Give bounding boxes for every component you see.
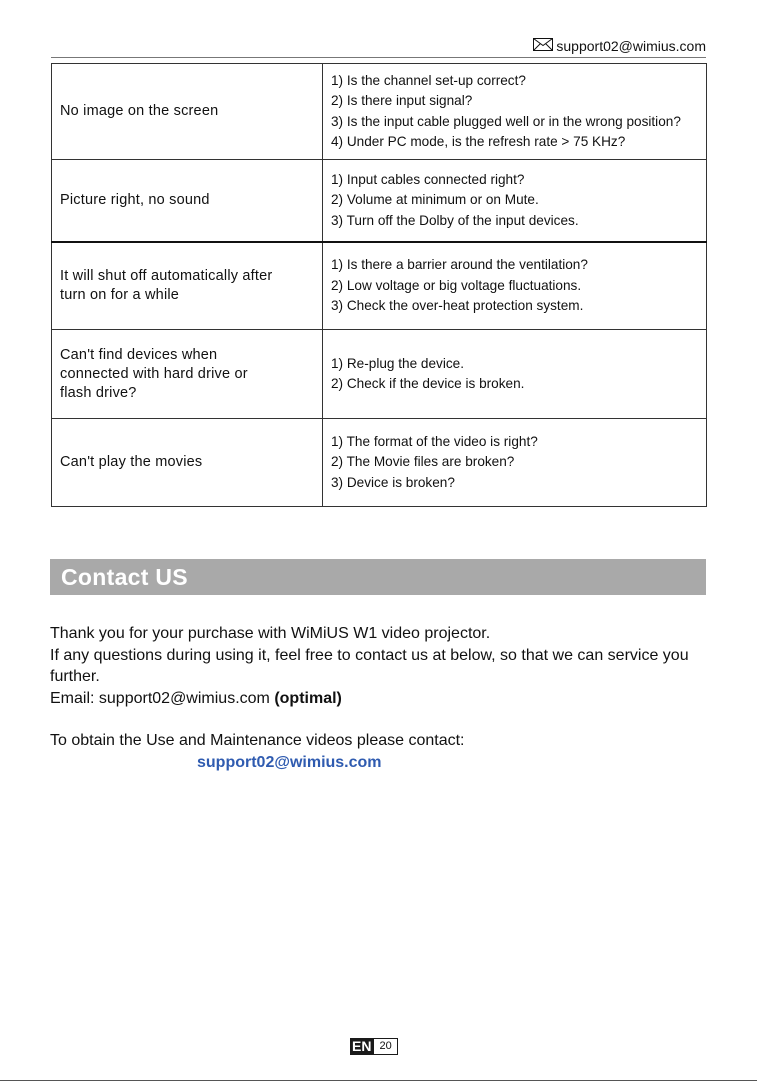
problem-text: It will shut off automatically after — [60, 268, 273, 284]
envelope-icon — [533, 38, 553, 54]
table-row — [52, 419, 707, 507]
problem-cell — [52, 242, 323, 330]
email-line — [50, 688, 710, 710]
solution-item: 2) The Movie files are broken? — [331, 454, 515, 470]
bottom-divider — [0, 1080, 757, 1081]
page-header — [51, 36, 706, 58]
page-footer — [350, 1038, 398, 1055]
videos-text: To obtain the Use and Maintenance videos please contact: — [50, 732, 465, 749]
optimal-note: (optimal) — [274, 689, 342, 707]
page-number: 20 — [373, 1038, 397, 1055]
solution-item: 1) Input cables connected right? — [331, 171, 525, 187]
table-row — [52, 64, 707, 160]
solution-cell — [323, 160, 707, 243]
problem-text: Can't find devices when — [60, 346, 218, 363]
problem-cell — [52, 419, 323, 507]
problem-text: flash drive? — [60, 384, 137, 401]
language-badge: EN — [352, 1038, 372, 1054]
problem-text: Can't play the movies — [60, 454, 203, 470]
problem-text: No image on the screen — [60, 103, 219, 119]
solution-item: 3) Is the input cable plugged well or in the wrong position? — [331, 113, 681, 129]
section-title: Contact US — [61, 564, 188, 590]
header-email[interactable] — [533, 38, 706, 54]
videos-email-link[interactable]: support02@wimius.com — [197, 753, 382, 771]
solution-item: 2) Check if the device is broken. — [331, 376, 525, 391]
solution-item: 2) Is there input signal? — [331, 93, 473, 108]
solution-item: 4) Under PC mode, is the refresh rate > 75 KHz? — [331, 134, 626, 149]
solution-cell — [323, 64, 707, 160]
problem-cell — [52, 160, 323, 243]
solution-cell — [323, 242, 707, 330]
email-text[interactable]: Email: support02@wimius.com — [50, 689, 270, 707]
problem-text: turn on for a while — [60, 287, 180, 303]
header-email-text: support02@wimius.com — [556, 38, 706, 54]
problem-text: connected with hard drive or — [60, 365, 248, 382]
solution-item: 3) Device is broken? — [331, 474, 455, 490]
problem-cell — [52, 330, 323, 419]
contact-body — [50, 623, 710, 773]
troubleshooting-table — [51, 63, 707, 507]
solution-item: 1) Re-plug the device. — [331, 355, 464, 371]
solution-cell — [323, 419, 707, 507]
thank-you-text: Thank you for your purchase with WiMiUS W1 video projector. — [50, 625, 491, 642]
solution-item: 3) Check the over-heat protection system. — [331, 298, 584, 314]
solution-item: 1) Is the channel set-up correct? — [331, 72, 526, 88]
solution-item: 2) Volume at minimum or on Mute. — [331, 192, 539, 208]
table-row — [52, 160, 707, 243]
solution-item: 1) The format of the video is right? — [331, 433, 538, 449]
table-row — [52, 330, 707, 419]
solution-cell — [323, 330, 707, 419]
questions-text: If any questions during using it, feel free to contact us at below, so that we can service you further. — [50, 646, 689, 685]
problem-text: Picture right, no sound — [60, 192, 210, 208]
contact-section-header — [50, 559, 706, 595]
solution-item: 1) Is there a barrier around the ventilation? — [331, 257, 588, 273]
table-row — [52, 242, 707, 330]
solution-item: 3) Turn off the Dolby of the input devices. — [331, 212, 579, 228]
solution-item: 2) Low voltage or big voltage fluctuations. — [331, 277, 582, 293]
problem-cell — [52, 64, 323, 160]
